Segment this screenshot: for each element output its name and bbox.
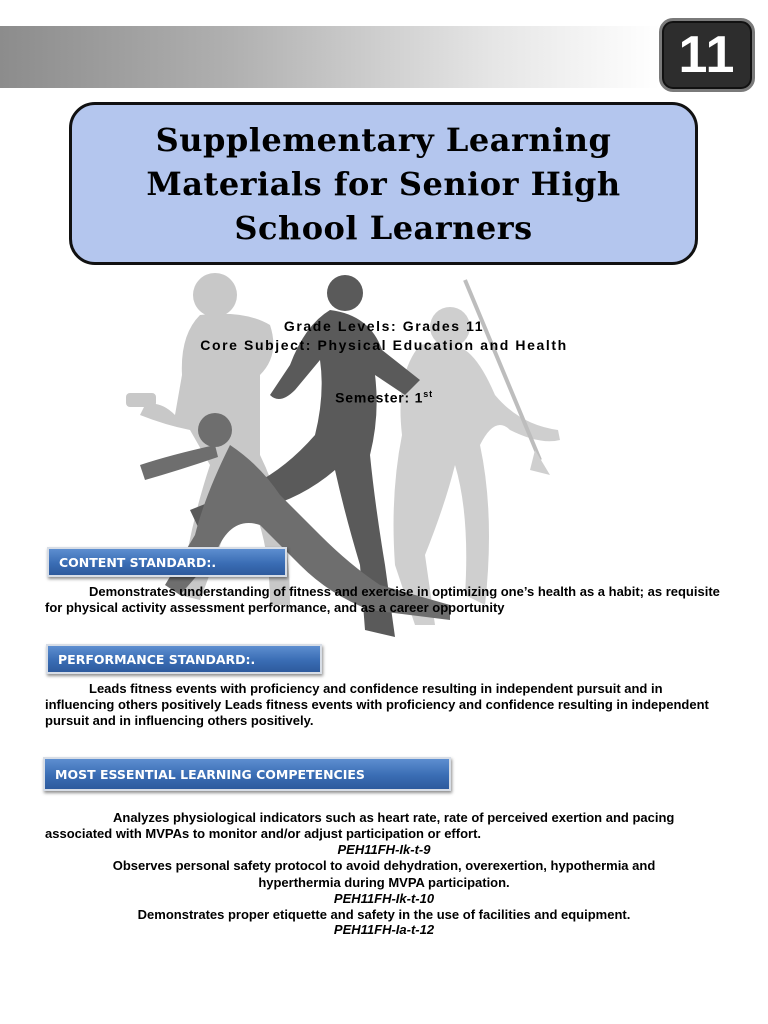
performance-standard-text	[45, 681, 725, 729]
competency-3-text: Demonstrates proper etiquette and safety in the use of facilities and equipment.	[137, 907, 631, 922]
competency-3-code: PEH11FH-Ia-t-12	[333, 922, 435, 937]
core-subject: Core Subject: Physical Education and Health	[200, 337, 568, 353]
competency-2-code: PEH11FH-Ik-t-10	[333, 891, 435, 906]
performance-standard-header: PERFORMANCE STANDARD:.	[46, 644, 322, 674]
content-standard-body: Demonstrates understanding of fitness and exercise in optimizing one’s health as a habit; as requisite for physical activity assessment performance, and as a career opportunity	[45, 584, 720, 615]
semester-suffix: st	[423, 389, 433, 399]
content-standard-header: CONTENT STANDARD:.	[47, 547, 287, 577]
title-box	[69, 102, 698, 265]
semester	[0, 389, 768, 406]
competency-2-line1: Observes personal safety protocol to avoid dehydration, overexertion, hypothermia and	[112, 858, 656, 873]
competency-1-text	[45, 810, 725, 842]
document-title: Supplementary Learning Materials for Senior High School Learners	[146, 120, 621, 247]
grade-levels: Grade Levels: Grades 11	[283, 318, 485, 334]
semester-label: Semester: 1	[335, 389, 424, 406]
competency-1-body: Analyzes physiological indicators such as heart rate, rate of perceived exertion and pacing associated with MVPAs to monitor and/or adjust participation or effort.	[45, 810, 675, 841]
competency-1-code: PEH11FH-Ik-t-9	[337, 842, 431, 857]
performance-standard-body: Leads fitness events with proficiency and confidence resulting in independent pursuit and in influencing others positively Leads fitness events with proficiency and confidence resulting in independent pursuit and in influencing others positively.	[45, 681, 709, 728]
competency-2-line2: hyperthermia during MVPA participation.	[258, 875, 510, 890]
learning-competencies-header: MOST ESSENTIAL LEARNING COMPETENCIES	[43, 757, 451, 791]
content-standard-text	[45, 584, 725, 616]
header-gradient-bar	[0, 26, 660, 88]
grade-badge: 11	[659, 18, 755, 92]
